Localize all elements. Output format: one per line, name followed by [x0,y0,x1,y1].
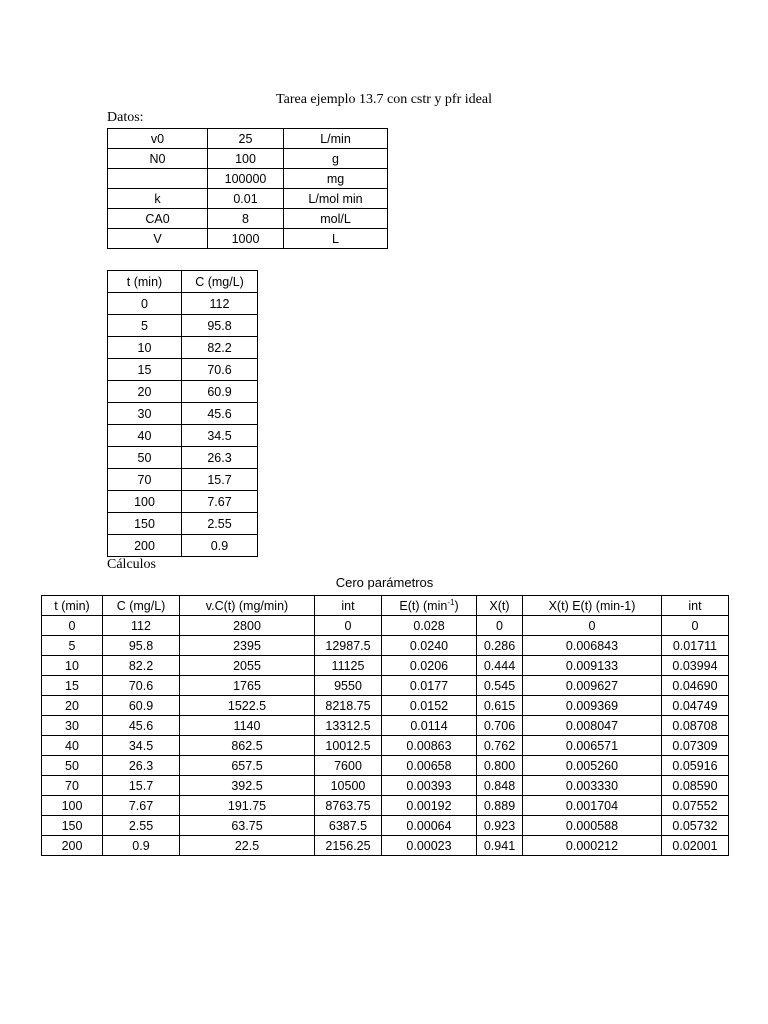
table-cell: 392.5 [180,776,315,796]
table-cell: 150 [42,816,103,836]
table-cell: 1522.5 [180,696,315,716]
column-header: X(t) E(t) (min-1) [523,596,662,616]
concentration-table [107,270,258,557]
table-cell: 15 [108,359,182,381]
table-cell: 200 [42,836,103,856]
table-cell: 26.3 [103,756,180,776]
datos-cell [108,169,208,189]
table-cell: 7.67 [182,491,258,513]
table-cell: 0.0152 [382,696,477,716]
table-cell: 60.9 [182,381,258,403]
column-header: t (min) [108,271,182,293]
table-cell: 200 [108,535,182,557]
table-row [42,816,729,836]
table-cell: 2.55 [182,513,258,535]
table-cell: 0.0206 [382,656,477,676]
table-cell: 0.04690 [662,676,729,696]
column-header: C (mg/L) [182,271,258,293]
table-cell: 191.75 [180,796,315,816]
table-cell: 2395 [180,636,315,656]
table-row [108,337,258,359]
column-header: t (min) [42,596,103,616]
datos-cell: L [284,229,388,249]
table-cell: 50 [108,447,182,469]
table-cell: 70.6 [103,676,180,696]
table-row [42,736,729,756]
table-cell: 0.000588 [523,816,662,836]
table-cell: 82.2 [182,337,258,359]
table-cell: 2.55 [103,816,180,836]
datos-cell: V [108,229,208,249]
table-cell: 60.9 [103,696,180,716]
column-header: v.C(t) (mg/min) [180,596,315,616]
column-header: int [315,596,382,616]
table-row [108,169,388,189]
table-cell: 45.6 [182,403,258,425]
datos-cell: 8 [208,209,284,229]
table-cell: 0.08708 [662,716,729,736]
table-row [108,209,388,229]
column-header: C (mg/L) [103,596,180,616]
table-cell: 0 [477,616,523,636]
table-cell: 0 [662,616,729,636]
table-cell: 1140 [180,716,315,736]
datos-label: Datos: [107,110,144,125]
header-text: E(t) (min [399,598,448,613]
calculations-table [41,595,729,856]
table-cell: 0.706 [477,716,523,736]
table-cell: 2156.25 [315,836,382,856]
table-cell: 8763.75 [315,796,382,816]
table-cell: 0.615 [477,696,523,716]
table-cell: 0.005260 [523,756,662,776]
document-title: Tarea ejemplo 13.7 con cstr y pfr ideal [276,92,492,107]
table-cell: 8218.75 [315,696,382,716]
table-cell: 0 [108,293,182,315]
table-cell: 112 [182,293,258,315]
table-cell: 2800 [180,616,315,636]
table-cell: 0.008047 [523,716,662,736]
table-row [108,513,258,535]
table-cell: 0.941 [477,836,523,856]
table-cell: 40 [108,425,182,447]
datos-cell: mol/L [284,209,388,229]
table-cell: 0.006843 [523,636,662,656]
table-row [108,315,258,337]
table-cell: 9550 [315,676,382,696]
table-row [42,836,729,856]
table-cell: 0.0114 [382,716,477,736]
table-cell: 0.762 [477,736,523,756]
table-row [108,491,258,513]
table-row [42,676,729,696]
table-cell: 0.00192 [382,796,477,816]
table-cell: 15 [42,676,103,696]
table-cell: 0.0177 [382,676,477,696]
table-row [42,756,729,776]
datos-cell: CA0 [108,209,208,229]
table-cell: 15.7 [182,469,258,491]
table-cell: 0 [523,616,662,636]
table-cell: 0.800 [477,756,523,776]
table-cell: 657.5 [180,756,315,776]
table-cell: 10012.5 [315,736,382,756]
table-cell: 0.00064 [382,816,477,836]
datos-cell: L/mol min [284,189,388,209]
table-cell: 0.001704 [523,796,662,816]
datos-cell: L/min [284,129,388,149]
table-cell: 0 [42,616,103,636]
table-cell: 34.5 [103,736,180,756]
table-cell: 5 [108,315,182,337]
table-cell: 0.889 [477,796,523,816]
table-cell: 95.8 [182,315,258,337]
datos-cell: v0 [108,129,208,149]
table-cell: 100 [42,796,103,816]
table-cell: 0.444 [477,656,523,676]
header-row [42,596,729,616]
table-cell: 0.028 [382,616,477,636]
column-header: int [662,596,729,616]
table-row [108,293,258,315]
table-cell: 0.04749 [662,696,729,716]
table-cell: 0.00023 [382,836,477,856]
datos-cell: g [284,149,388,169]
column-header [382,596,477,616]
table-cell: 30 [108,403,182,425]
table-cell: 0.01711 [662,636,729,656]
table-cell: 1765 [180,676,315,696]
table-row [42,636,729,656]
table-cell: 70 [108,469,182,491]
table-row [42,656,729,676]
table-row [108,535,258,557]
table-row [42,616,729,636]
table-cell: 10500 [315,776,382,796]
table-cell: 6387.5 [315,816,382,836]
datos-cell: 25 [208,129,284,149]
table-cell: 10 [108,337,182,359]
table-row [108,469,258,491]
table-cell: 40 [42,736,103,756]
table-row [108,229,388,249]
datos-cell: 0.01 [208,189,284,209]
table-row [108,425,258,447]
table-cell: 0.923 [477,816,523,836]
table-cell: 0.07552 [662,796,729,816]
table-cell: 0.05732 [662,816,729,836]
table-cell: 0.545 [477,676,523,696]
table-cell: 34.5 [182,425,258,447]
table-row [108,149,388,169]
table-cell: 0.08590 [662,776,729,796]
table-cell: 70 [42,776,103,796]
table-row [108,359,258,381]
column-header: X(t) [477,596,523,616]
table-cell: 20 [42,696,103,716]
table-cell: 0.009133 [523,656,662,676]
table-cell: 45.6 [103,716,180,736]
table-cell: 95.8 [103,636,180,656]
table-cell: 0.848 [477,776,523,796]
table-row [108,447,258,469]
table-cell: 70.6 [182,359,258,381]
table-cell: 20 [108,381,182,403]
datos-cell: N0 [108,149,208,169]
table-cell: 0 [315,616,382,636]
table-cell: 0.07309 [662,736,729,756]
table-cell: 150 [108,513,182,535]
table-cell: 862.5 [180,736,315,756]
table-cell: 0.9 [103,836,180,856]
datos-table [107,128,388,249]
calc-table-caption: Cero parámetros [335,575,434,590]
header-text-close: ) [454,598,459,613]
table-cell: 22.5 [180,836,315,856]
datos-cell: mg [284,169,388,189]
table-cell: 13312.5 [315,716,382,736]
table-cell: 10 [42,656,103,676]
table-cell: 7600 [315,756,382,776]
table-cell: 0.00658 [382,756,477,776]
table-row [42,716,729,736]
header-superscript: -1 [447,597,455,607]
table-cell: 63.75 [180,816,315,836]
table-cell: 0.0240 [382,636,477,656]
table-row [108,381,258,403]
table-cell: 5 [42,636,103,656]
table-cell: 0.00863 [382,736,477,756]
table-cell: 7.67 [103,796,180,816]
table-cell: 100 [108,491,182,513]
table-cell: 26.3 [182,447,258,469]
table-row [108,129,388,149]
table-cell: 0.003330 [523,776,662,796]
header-row [108,271,258,293]
table-row [108,189,388,209]
table-cell: 11125 [315,656,382,676]
table-row [42,776,729,796]
table-cell: 12987.5 [315,636,382,656]
datos-cell: 100 [208,149,284,169]
table-row [42,696,729,716]
datos-cell: 100000 [208,169,284,189]
table-cell: 82.2 [103,656,180,676]
table-cell: 0.009369 [523,696,662,716]
table-cell: 112 [103,616,180,636]
datos-cell: k [108,189,208,209]
table-cell: 0.000212 [523,836,662,856]
table-cell: 0.02001 [662,836,729,856]
table-row [42,796,729,816]
datos-cell: 1000 [208,229,284,249]
table-row [108,403,258,425]
table-cell: 0.00393 [382,776,477,796]
table-cell: 0.009627 [523,676,662,696]
table-cell: 0.9 [182,535,258,557]
calculos-label: Cálculos [107,557,156,572]
table-cell: 50 [42,756,103,776]
table-cell: 0.286 [477,636,523,656]
table-cell: 15.7 [103,776,180,796]
table-cell: 0.05916 [662,756,729,776]
table-cell: 30 [42,716,103,736]
table-cell: 2055 [180,656,315,676]
table-cell: 0.03994 [662,656,729,676]
table-cell: 0.006571 [523,736,662,756]
